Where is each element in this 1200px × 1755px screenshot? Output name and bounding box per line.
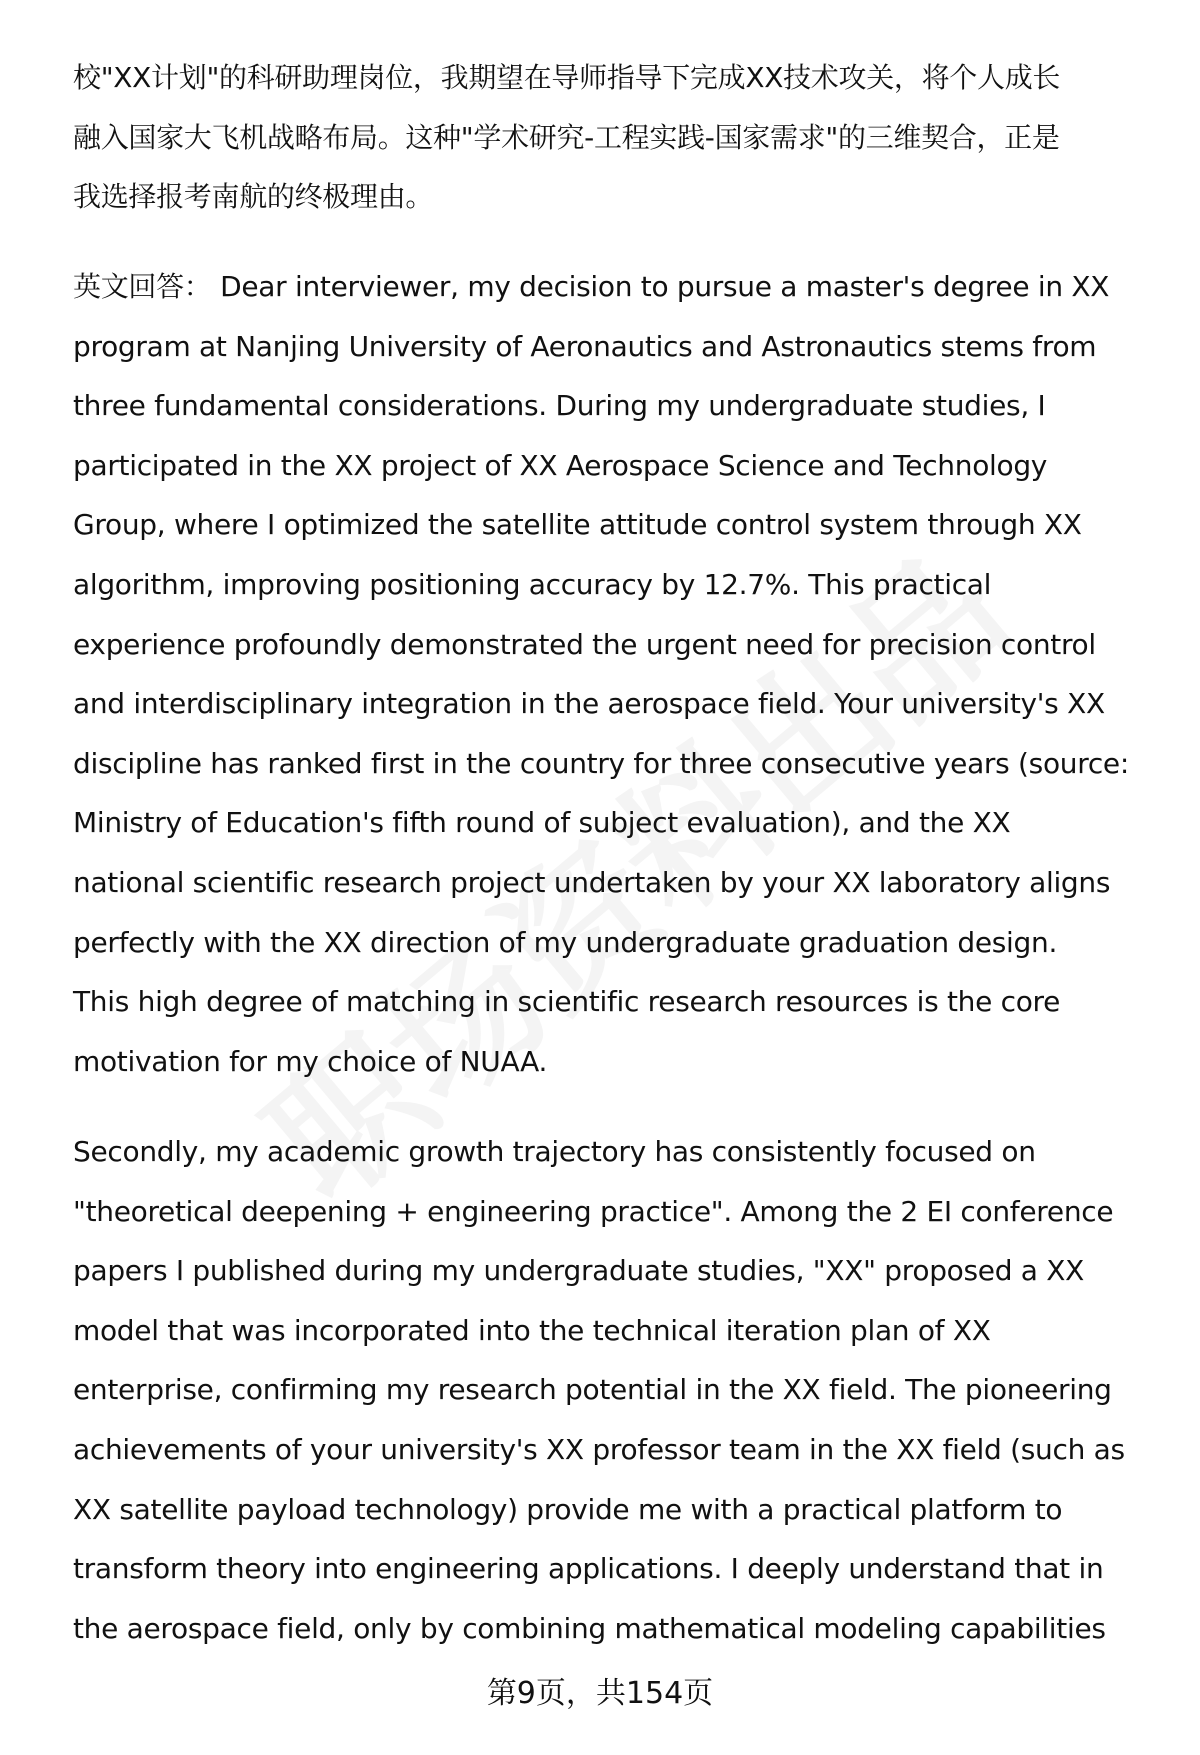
text-line: transform theory into engineering applications. I deeply understand that in: [73, 1552, 1104, 1586]
text-line: discipline has ranked first in the country for three consecutive years (source:: [73, 746, 1129, 780]
text-line: algorithm, improving positioning accuracy by 12.7%. This practical: [73, 567, 992, 601]
text-line: program at Nanjing University of Aeronautics and Astronautics stems from: [73, 329, 1097, 363]
text-line: This high degree of matching in scientific research resources is the core: [73, 985, 1061, 1019]
text-line: Ministry of Education's fifth round of subject evaluation), and the XX: [73, 806, 1011, 840]
text-line: papers I published during my undergraduate studies, "XX" proposed a XX: [73, 1254, 1085, 1288]
text-line: 英文回答： Dear interviewer, my decision to pursue a master's degree in XX: [73, 270, 1110, 303]
text-line: three fundamental considerations. During my undergraduate studies, I: [73, 389, 1046, 423]
text-line: 校"XX计划"的科研助理岗位，我期望在导师指导下完成XX技术攻关，将个人成长: [73, 61, 1061, 94]
text-line: enterprise, confirming my research potential in the XX field. The pioneering: [73, 1373, 1112, 1407]
text-line: national scientific research project undertaken by your XX laboratory aligns: [73, 865, 1111, 899]
text-line: XX satellite payload technology) provide me with a practical platform to: [73, 1492, 1063, 1526]
text-line: and interdisciplinary integration in the aerospace field. Your university's XX: [73, 687, 1105, 721]
text-line: 我选择报考南航的终极理由。: [73, 180, 434, 214]
paragraph-english-answer-intro: [73, 257, 1183, 1091]
text-line: perfectly with the XX direction of my undergraduate graduation design.: [73, 925, 1058, 959]
text-line: the aerospace field, only by combining mathematical modeling capabilities: [73, 1611, 1106, 1645]
paragraph-chinese-answer-end: [73, 48, 1183, 227]
text-line: Group, where I optimized the satellite attitude control system through XX: [73, 508, 1082, 542]
text-line: "theoretical deepening + engineering practice". Among the 2 EI conference: [73, 1194, 1114, 1228]
paragraph-english-answer-second: [73, 1122, 1183, 1658]
page-number-footer: 第9页，共154页: [486, 1676, 714, 1711]
text-line: experience profoundly demonstrated the urgent need for precision control: [73, 627, 1096, 661]
text-line: motivation for my choice of NUAA.: [73, 1044, 548, 1078]
text-line: participated in the XX project of XX Aerospace Science and Technology: [73, 448, 1048, 482]
text-line: achievements of your university's XX professor team in the XX field (such as: [73, 1432, 1125, 1466]
text-line: 融入国家大飞机战略布局。这种"学术研究-工程实践-国家需求"的三维契合，正是: [73, 120, 1060, 154]
text-line: Secondly, my academic growth trajectory has consistently focused on: [73, 1135, 1036, 1168]
text-line: model that was incorporated into the technical iteration plan of XX: [73, 1313, 991, 1347]
